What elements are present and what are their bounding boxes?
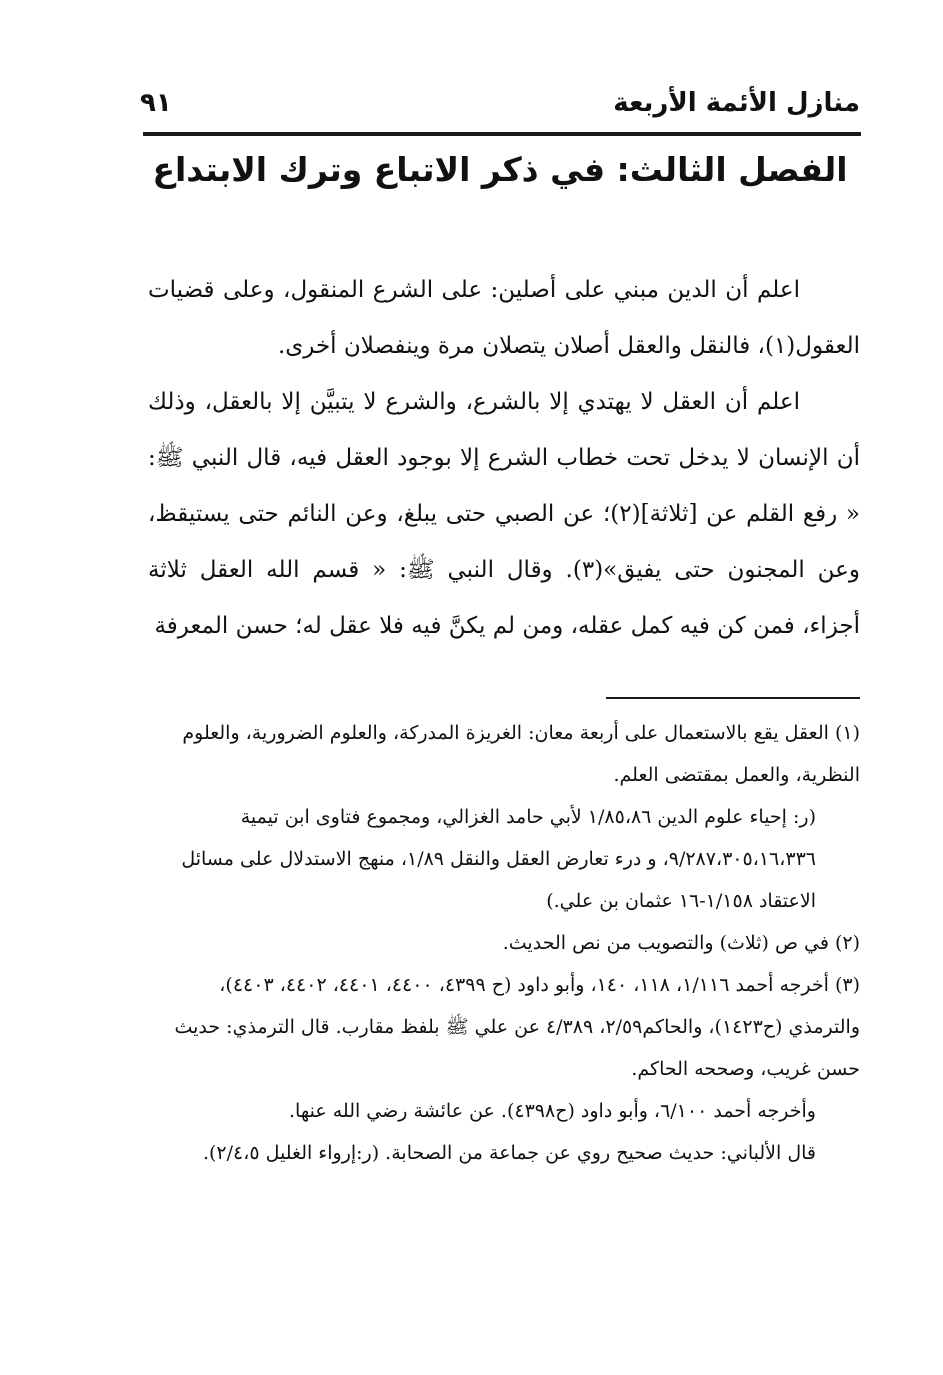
footnote-3: (٣) أخرجه أحمد ١/١١٦، ١١٨، ١٤٠، وأبو داود (ح ٤٣٩٩، ٤٤٠٠، ٤٤٠١، ٤٤٠٢، ٤٤٠٣)، والترمذي (ح١٤٢٣)، والحاكم٢/٥٩، ٤/٣٨٩ عن علي ﷺ بلفظ مقارب. قال الترمذي: حديث حسن غريب، وصححه الحاكم. — [174, 974, 860, 1080]
body-paragraph: اعلم أن الدين مبني على أصلين: على الشرع المنقول، وعلى قضيات العقول(١)، فالنقل والعقل أصلان يتصلان مرة وينفصلان أخرى. — [148, 277, 860, 359]
running-header — [140, 84, 860, 128]
footnotes — [148, 712, 860, 1174]
body-text — [148, 262, 860, 654]
footnote-3-additional: وأخرجه أحمد ٦/١٠٠، وأبو داود (ح٤٣٩٨). عن عائشة رضي الله عنها. — [289, 1100, 816, 1122]
header-rule — [143, 132, 861, 136]
footnote-separator — [606, 697, 860, 699]
footnote-1-references: (ر: إحياء علوم الدين ١/٨٥،٨٦ لأبي حامد الغزالي، ومجموع فتاوى ابن تيمية ٩/٢٨٧،٣٠٥،١٦،٣٣٦، و درء تعارض العقل والنقل ١/٨٩، منهج الاستدلال على مسائل الاعتقاد ١/١٥٨-١٦ عثمان بن علي.) — [181, 806, 816, 912]
footnote-2: (٢) في ص (ثلاث) والتصويب من نص الحديث. — [502, 932, 860, 954]
footnote-3-albani: قال الألباني: حديث صحيح روي عن جماعة من الصحابة. (ر:إرواء الغليل ٢/٤،٥). — [202, 1142, 816, 1164]
footnote-1: (١) العقل يقع بالاستعمال على أربعة معان: الغريزة المدركة، والعلوم الضرورية، والعلوم النظرية، والعمل بمقتضى العلم. — [182, 722, 860, 786]
page-number: ٩١ — [140, 88, 172, 118]
body-paragraph: اعلم أن العقل لا يهتدي إلا بالشرع، والشرع لا يتبيَّن إلا بالعقل، وذلك أن الإنسان لا يدخل تحت خطاب الشرع إلا بوجود العقل فيه، قال النبي ﷺ: « رفع القلم عن [ثلاثة](٢)؛ عن الصبي حتى يبلغ، وعن النائم حتى يستيقظ، وعن المجنون حتى يفيق»(٣). وقال النبي ﷺ: « قسم الله العقل ثلاثة أجزاء، فمن كن فيه كمل عقله، ومن لم يكنَّ فيه فلا عقل له؛ حسن المعرفة — [148, 389, 860, 639]
chapter-title: الفصل الثالث: في ذكر الاتباع وترك الابتداع — [152, 150, 848, 189]
running-title: منازل الأئمة الأربعة — [613, 88, 860, 118]
